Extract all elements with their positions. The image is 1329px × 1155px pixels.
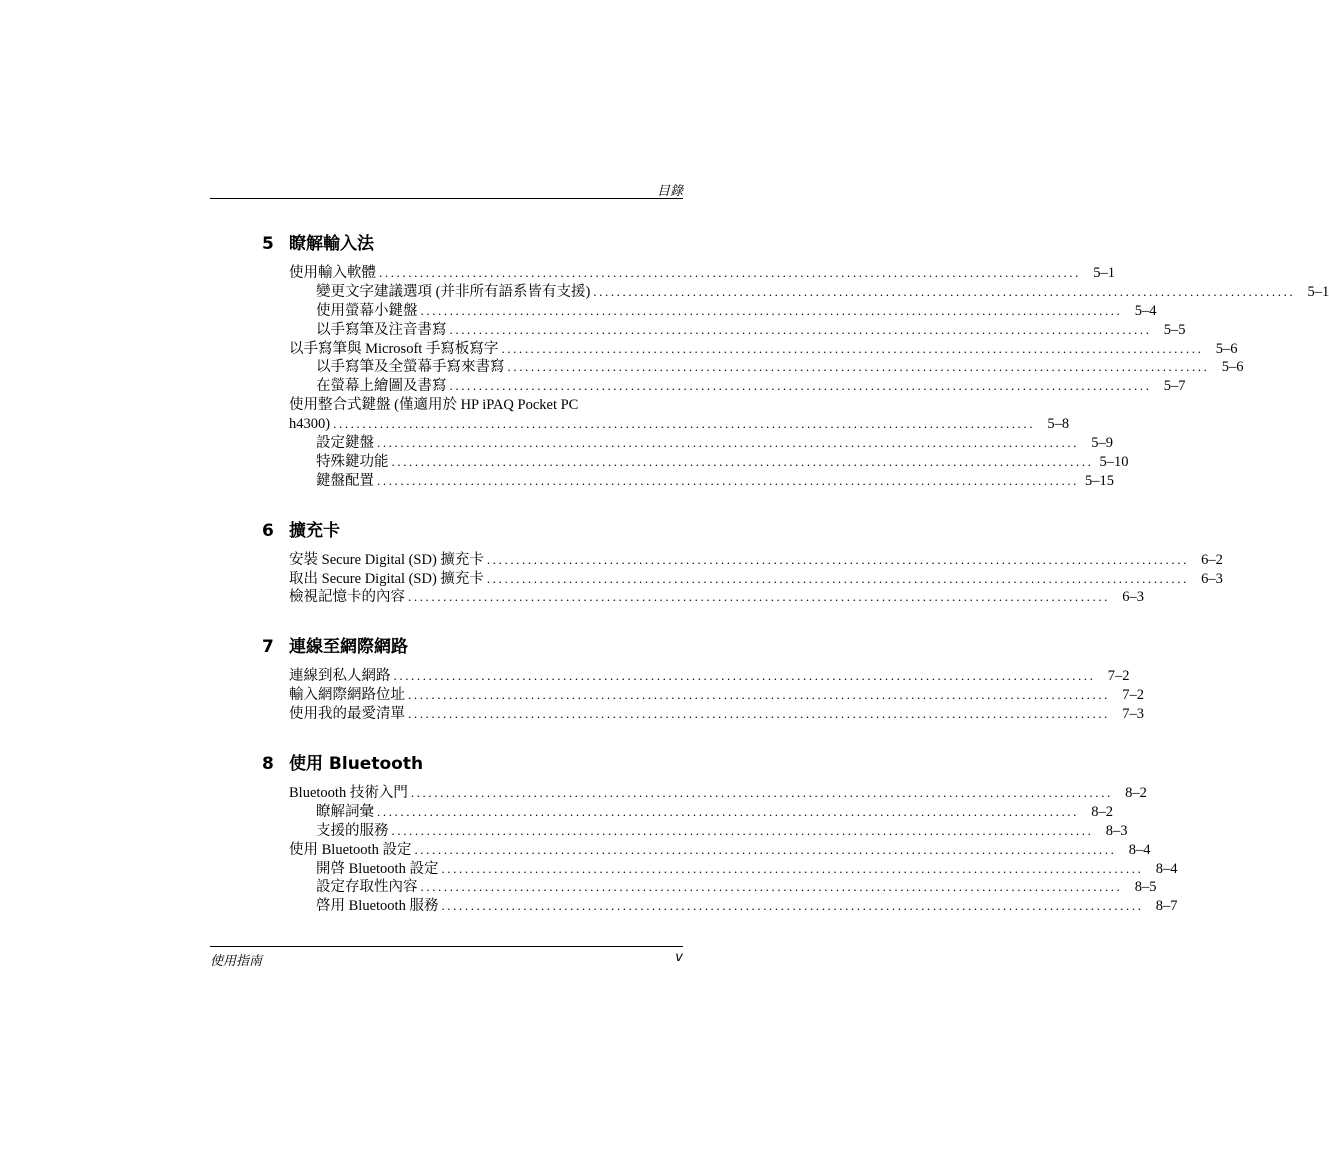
toc-entry-text: 檢視記憶卡的內容 (289, 589, 405, 606)
dot-leader: ........................................................................................................................ (333, 416, 1036, 432)
dot-leader: ........................................................................................................................ (449, 321, 1152, 337)
toc-entry-text: 鍵盤配置 (316, 472, 374, 489)
running-footer-title: 使用指南 (210, 954, 263, 969)
toc-entry-page: 8–4 (1155, 860, 1178, 877)
dot-leader: ........................................................................................................................ (441, 860, 1144, 876)
toc-entry-text: 開啓 Bluetooth 設定 (316, 860, 439, 877)
toc-entry[interactable] (262, 434, 1113, 453)
toc-entry[interactable] (262, 667, 1130, 686)
toc-entry-page: 5–6 (1215, 340, 1238, 357)
dot-leader: ........................................................................................................................ (501, 340, 1204, 356)
dot-leader: ........................................................................................................................ (414, 841, 1117, 857)
chapter-heading[interactable] (262, 517, 683, 541)
toc-entry[interactable] (262, 472, 1114, 491)
running-header-title: 目錄 (656, 184, 683, 199)
toc-entry-text: h4300) (289, 416, 331, 433)
dot-leader: ........................................................................................................................ (377, 472, 1079, 488)
toc-entry-list (262, 551, 1223, 608)
toc-entry[interactable] (262, 415, 1070, 434)
chapter-number: 8 (262, 754, 274, 775)
toc-entry[interactable] (262, 283, 1329, 302)
dot-leader: ........................................................................................................................ (391, 822, 1094, 838)
toc-chapter (262, 517, 1223, 608)
dot-leader: ........................................................................................................................ (391, 453, 1094, 469)
dot-leader: ........................................................................................................................ (377, 803, 1079, 819)
toc-entry-text: 取出 Secure Digital (SD) 擴充卡 (289, 570, 484, 587)
toc-entry[interactable] (262, 453, 1129, 472)
toc-entry-page: 5–9 (1091, 435, 1113, 452)
toc-entry-text: 使用我的最愛清單 (289, 706, 405, 723)
toc-entry[interactable] (262, 570, 1223, 589)
chapter-heading[interactable] (262, 633, 683, 657)
toc-entry-list (262, 264, 1329, 491)
dot-leader: ........................................................................................................................ (408, 687, 1110, 703)
dot-leader: ........................................................................................................................ (486, 570, 1189, 586)
toc-entry-list (262, 784, 1178, 916)
toc-entry-page: 6–3 (1122, 589, 1144, 606)
toc-entry-text: 設定鍵盤 (316, 435, 374, 452)
chapter-title: 擴充卡 (289, 520, 340, 541)
dot-leader: ........................................................................................................................ (377, 435, 1079, 451)
toc-chapter (262, 750, 1178, 916)
toc-entry[interactable] (262, 705, 1144, 724)
chapter-number: 5 (262, 234, 274, 254)
toc-entry[interactable] (262, 302, 1157, 321)
chapter-title: 連線至網際網路 (289, 637, 408, 658)
toc-entry-text: 使用輸入軟體 (289, 265, 376, 281)
toc-entry[interactable] (262, 264, 1115, 283)
toc-entry-page: 5–6 (1221, 359, 1244, 376)
table-of-contents (262, 230, 1329, 942)
toc-entry-text: 安裝 Secure Digital (SD) 擴充卡 (289, 551, 484, 568)
dot-leader: ........................................................................................................................ (379, 265, 1081, 280)
toc-entry-text: 使用 Bluetooth 設定 (289, 841, 412, 858)
toc-entry-page: 5–1 (1093, 265, 1115, 281)
chapter-number: 7 (262, 637, 274, 658)
toc-entry-page: 5–1 (1307, 283, 1329, 300)
toc-entry-text: 瞭解詞彙 (316, 803, 374, 820)
toc-entry-page: 8–4 (1128, 841, 1151, 858)
toc-entry-page: 7–3 (1122, 706, 1144, 723)
toc-entry-list (262, 667, 1144, 724)
toc-entry-page: 8–5 (1134, 879, 1157, 896)
chapter-title: 瞭解輸入法 (289, 234, 374, 254)
toc-entry-page: 5–4 (1134, 302, 1157, 319)
toc-entry[interactable] (262, 321, 1186, 340)
toc-entry[interactable] (262, 588, 1144, 607)
toc-entry-text: 啓用 Bluetooth 服務 (316, 898, 439, 915)
chapter-heading[interactable] (262, 750, 683, 774)
toc-entry[interactable] (262, 784, 1147, 803)
dot-leader: ........................................................................................................................ (393, 668, 1096, 684)
toc-entry[interactable] (262, 878, 1157, 897)
toc-entry[interactable] (262, 551, 1223, 570)
toc-entry-page: 5–7 (1163, 378, 1186, 395)
toc-entry[interactable] (262, 377, 1186, 396)
toc-entry-page: 5–15 (1085, 472, 1114, 489)
chapter-heading[interactable] (262, 230, 683, 254)
toc-chapter (262, 230, 1329, 491)
toc-entry[interactable] (262, 340, 1238, 359)
toc-entry-page: 5–5 (1163, 321, 1186, 338)
toc-entry-text: 以手寫筆與 Microsoft 手寫板寫字 (289, 340, 499, 357)
toc-entry-page: 7–2 (1122, 687, 1144, 704)
toc-entry-text: 輸入網際網路位址 (289, 687, 405, 704)
dot-leader: ........................................................................................................................ (507, 359, 1210, 375)
toc-entry[interactable] (262, 841, 1151, 860)
toc-entry-page: 5–8 (1047, 416, 1070, 433)
chapter-title: 使用 Bluetooth (289, 754, 424, 775)
toc-entry-text: 支援的服務 (316, 822, 389, 839)
toc-entry[interactable] (262, 897, 1178, 916)
toc-entry-text: 以手寫筆及全螢幕手寫來書寫 (316, 359, 505, 376)
toc-entry-page: 6–3 (1201, 570, 1223, 587)
toc-entry-page: 8–7 (1155, 898, 1178, 915)
dot-leader: ........................................................................................................................ (593, 283, 1296, 299)
toc-entry-text: Bluetooth 技術入門 (289, 785, 408, 802)
header-rule (210, 198, 683, 199)
toc-entry-page: 8–3 (1105, 822, 1128, 839)
dot-leader: ........................................................................................................................ (408, 589, 1110, 605)
footer-rule (210, 946, 683, 947)
toc-entry[interactable] (262, 860, 1178, 879)
toc-entry[interactable] (262, 358, 1244, 377)
toc-entry-text: 使用整合式鍵盤 (僅適用於 HP iPAQ Pocket PC (289, 397, 579, 414)
toc-entry-page: 5–10 (1099, 453, 1129, 470)
toc-entry-page: 8–2 (1125, 785, 1147, 802)
toc-entry[interactable] (262, 396, 683, 415)
toc-entry-text: 使用螢幕小鍵盤 (316, 302, 418, 319)
toc-entry-page: 7–2 (1107, 668, 1130, 685)
dot-leader: ........................................................................................................................ (420, 302, 1123, 318)
toc-chapter (262, 633, 1144, 724)
toc-entry-text: 特殊鍵功能 (316, 453, 389, 470)
toc-entry[interactable] (262, 803, 1113, 822)
toc-entry-text: 以手寫筆及注音書寫 (316, 321, 447, 338)
dot-leader: ........................................................................................................................ (410, 785, 1113, 801)
toc-entry-text: 變更文字建議選項 (并非所有語系皆有支援) (316, 283, 591, 300)
toc-entry[interactable] (262, 686, 1144, 705)
dot-leader: ........................................................................................................................ (441, 898, 1144, 914)
toc-entry-text: 在螢幕上繪圖及書寫 (316, 378, 447, 395)
toc-entry[interactable] (262, 822, 1128, 841)
dot-leader: ........................................................................................................................ (486, 551, 1189, 567)
dot-leader: ........................................................................................................................ (420, 879, 1123, 895)
toc-entry-page: 6–2 (1201, 551, 1223, 568)
page-number: v (675, 950, 683, 965)
toc-entry-page: 8–2 (1091, 803, 1113, 820)
toc-entry-text: 連線到私人網路 (289, 668, 391, 685)
toc-entry-text: 設定存取性內容 (316, 879, 418, 896)
dot-leader: ........................................................................................................................ (408, 706, 1110, 722)
dot-leader: ........................................................................................................................ (449, 378, 1152, 394)
chapter-number: 6 (262, 520, 274, 541)
